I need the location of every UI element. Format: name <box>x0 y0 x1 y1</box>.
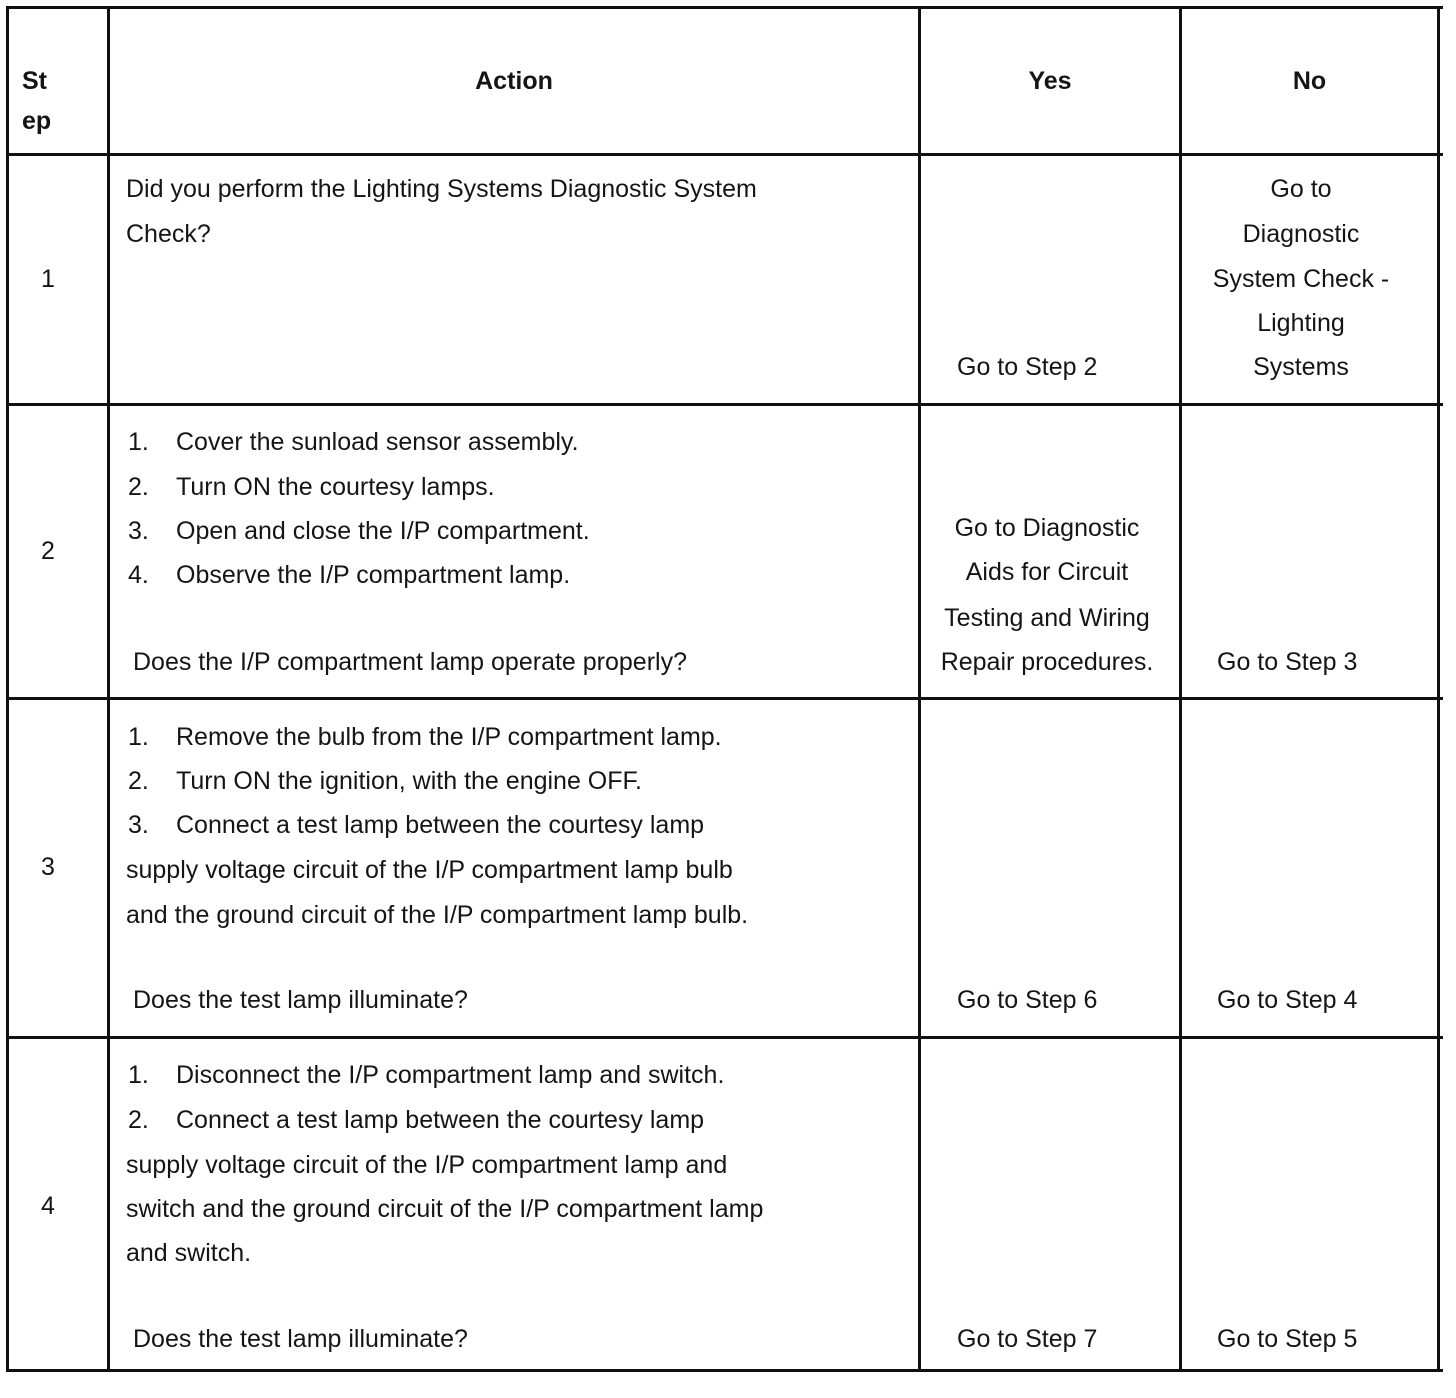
list-item <box>128 803 704 848</box>
list-text: Connect a test lamp between the courtesy lamp <box>176 811 705 839</box>
header-yes: Yes <box>1028 67 1072 95</box>
header-action: Action <box>475 67 553 95</box>
list-item <box>128 1098 704 1143</box>
question-text: Does the I/P compartment lamp operate properly? <box>133 648 687 676</box>
header-step-line2: ep <box>22 107 52 135</box>
yes-result-line: Go to Diagnostic <box>954 514 1140 542</box>
no-result-line: Diagnostic <box>1242 220 1360 248</box>
list-number: 2. <box>128 473 149 501</box>
column-divider <box>918 6 921 1372</box>
yes-result-line: Repair procedures. <box>940 648 1154 676</box>
step-number: 3 <box>41 853 55 881</box>
list-text: Connect a test lamp between the courtesy lamp <box>176 1106 705 1134</box>
yes-result-line: Aids for Circuit <box>965 558 1129 586</box>
table-border-bottom <box>6 1369 1443 1372</box>
list-item <box>128 1053 724 1098</box>
question-text: Does the test lamp illuminate? <box>133 986 468 1014</box>
list-item <box>128 553 570 598</box>
header-no: No <box>1292 67 1327 95</box>
yes-result: Go to Step 2 <box>957 353 1098 381</box>
list-text: Disconnect the I/P compartment lamp and switch. <box>176 1061 725 1089</box>
step-number: 4 <box>41 1192 55 1220</box>
action-text-line: and switch. <box>126 1239 252 1267</box>
action-text-line: switch and the ground circuit of the I/P compartment lamp <box>126 1195 764 1223</box>
list-item <box>128 759 642 804</box>
no-result-line: Go to <box>1270 175 1332 203</box>
row-divider <box>6 403 1443 406</box>
table-border-left <box>6 6 9 1372</box>
no-result: Go to Step 5 <box>1217 1325 1358 1353</box>
list-text: Observe the I/P compartment lamp. <box>176 561 571 589</box>
action-text-line: supply voltage circuit of the I/P compartment lamp bulb <box>126 856 733 884</box>
list-text: Open and close the I/P compartment. <box>176 517 590 545</box>
list-text: Turn ON the ignition, with the engine OFF. <box>176 767 642 795</box>
list-number: 1. <box>128 428 149 456</box>
no-result: Go to Step 4 <box>1217 986 1358 1014</box>
list-number: 3. <box>128 517 149 545</box>
action-text-line: supply voltage circuit of the I/P compartment lamp and <box>126 1151 728 1179</box>
list-text: Turn ON the courtesy lamps. <box>176 473 495 501</box>
table-border-right <box>1437 6 1440 1372</box>
list-item <box>128 465 495 510</box>
list-number: 3. <box>128 811 149 839</box>
list-number: 2. <box>128 767 149 795</box>
step-number: 2 <box>41 537 55 565</box>
action-text-line: Did you perform the Lighting Systems Diagnostic System <box>126 175 757 203</box>
list-text: Cover the sunload sensor assembly. <box>176 428 579 456</box>
no-result-line: System Check - <box>1212 265 1390 293</box>
list-number: 1. <box>128 1061 149 1089</box>
list-item <box>128 420 579 465</box>
list-text: Remove the bulb from the I/P compartment lamp. <box>176 723 722 751</box>
header-step-line1: St <box>22 67 47 95</box>
action-text-line: and the ground circuit of the I/P compartment lamp bulb. <box>126 901 749 929</box>
row-divider <box>6 697 1443 700</box>
yes-result: Go to Step 7 <box>957 1325 1098 1353</box>
list-number: 4. <box>128 561 149 589</box>
list-number: 2. <box>128 1106 149 1134</box>
question-text: Does the test lamp illuminate? <box>133 1325 468 1353</box>
row-divider <box>6 1036 1443 1039</box>
no-result-line: Lighting <box>1257 309 1345 337</box>
no-result-line: Systems <box>1253 353 1349 381</box>
no-result: Go to Step 3 <box>1217 648 1358 676</box>
table-border-top <box>6 6 1443 9</box>
list-number: 1. <box>128 723 149 751</box>
column-divider <box>107 6 110 1372</box>
yes-result-line: Testing and Wiring <box>944 604 1150 632</box>
list-item <box>128 509 590 554</box>
header-divider <box>6 153 1443 156</box>
list-item <box>128 715 722 760</box>
yes-result: Go to Step 6 <box>957 986 1098 1014</box>
action-text-line: Check? <box>126 220 211 248</box>
step-number: 1 <box>41 265 55 293</box>
